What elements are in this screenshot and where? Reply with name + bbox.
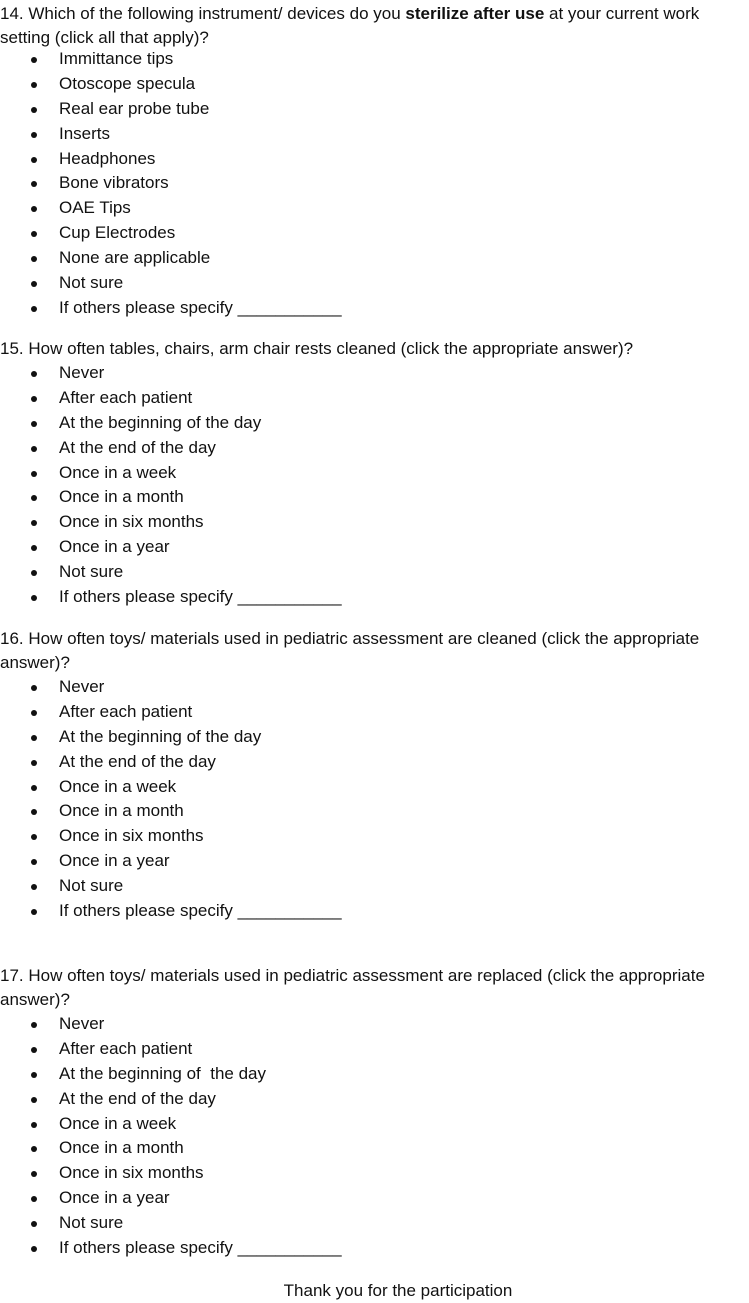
q17-option-six-months[interactable]	[0, 1161, 342, 1186]
bullet-icon	[31, 1097, 37, 1103]
bullet-icon	[31, 306, 37, 312]
option-label: At the end of the day	[59, 751, 216, 771]
question-14-text-end: at your current work setting (click all that apply)?	[0, 4, 700, 47]
option-label: Once in six months	[59, 512, 204, 532]
q14-option-bone-vibrators[interactable]	[0, 171, 342, 196]
question-15-title	[0, 337, 746, 361]
q14-option-real-ear-probe-tube[interactable]	[0, 97, 342, 122]
bullet-icon	[31, 710, 37, 716]
bullet-icon	[31, 520, 37, 526]
bullet-icon	[31, 685, 37, 691]
bullet-icon	[31, 231, 37, 237]
q15-option-not-sure[interactable]	[0, 560, 342, 585]
bullet-icon	[31, 371, 37, 377]
bullet-icon	[31, 735, 37, 741]
option-label: After each patient	[59, 1038, 193, 1058]
question-15-text: 15. How often tables, chairs, arm chair rests cleaned (click the appropriate answer)?	[0, 339, 634, 358]
option-label: Once in six months	[59, 826, 204, 846]
q15-option-six-months[interactable]	[0, 510, 342, 535]
option-label: Once in a year	[59, 1188, 170, 1208]
q17-option-beginning-of-day[interactable]	[0, 1062, 342, 1087]
q17-option-others-specify[interactable]	[0, 1236, 342, 1261]
option-label: At the end of the day	[59, 1088, 216, 1108]
option-label: At the beginning of the day	[59, 1063, 266, 1083]
option-label: If others please specify ___________	[59, 297, 342, 317]
question-14-emphasis: sterilize after use	[405, 4, 545, 23]
q16-option-once-a-year[interactable]	[0, 849, 342, 874]
option-label: Never	[59, 363, 105, 382]
bullet-icon	[31, 1072, 37, 1078]
q17-option-once-a-month[interactable]	[0, 1136, 342, 1161]
option-label: If others please specify ___________	[59, 901, 342, 921]
q17-option-not-sure[interactable]	[0, 1211, 342, 1236]
q14-option-cup-electrodes[interactable]	[0, 221, 342, 246]
option-label: Once in six months	[59, 1163, 204, 1183]
option-label: Once in a year	[59, 537, 170, 557]
bullet-icon	[31, 834, 37, 840]
q14-option-others-specify[interactable]	[0, 296, 342, 321]
q17-option-once-a-week[interactable]	[0, 1112, 342, 1137]
bullet-icon	[31, 57, 37, 63]
bullet-icon	[31, 82, 37, 88]
q14-option-not-sure[interactable]	[0, 271, 342, 296]
q15-option-after-each-patient[interactable]	[0, 386, 342, 411]
bullet-icon	[31, 256, 37, 262]
question-16-text: 16. How often toys/ materials used in pediatric assessment are cleaned (click the appropriate answer)?	[0, 629, 700, 672]
q16-option-six-months[interactable]	[0, 824, 342, 849]
question-17-text: 17. How often toys/ materials used in pediatric assessment are replaced (click the appropriate answer)?	[0, 966, 705, 1009]
option-label: Once in a month	[59, 801, 184, 821]
q16-option-once-a-month[interactable]	[0, 799, 342, 824]
bullet-icon	[31, 1146, 37, 1152]
q14-option-immittance-tips[interactable]	[0, 47, 342, 72]
bullet-icon	[31, 181, 37, 187]
option-label: Not sure	[59, 273, 124, 293]
bullet-icon	[31, 132, 37, 138]
option-label: Never	[59, 677, 105, 696]
q16-option-once-a-week[interactable]	[0, 775, 342, 800]
q14-option-otoscope-specula[interactable]	[0, 72, 342, 97]
bullet-icon	[31, 206, 37, 212]
q15-option-once-a-month[interactable]	[0, 485, 342, 510]
option-label: Bone vibrators	[59, 173, 169, 193]
bullet-icon	[31, 471, 37, 477]
q14-option-oae-tips[interactable]	[0, 196, 342, 221]
q17-option-after-each-patient[interactable]	[0, 1037, 342, 1062]
bullet-icon	[31, 1022, 37, 1028]
q14-option-none-applicable[interactable]	[0, 246, 342, 271]
bullet-icon	[31, 446, 37, 452]
q14-option-inserts[interactable]	[0, 122, 342, 147]
option-label: Cup Electrodes	[59, 223, 176, 243]
option-label: Inserts	[59, 123, 111, 143]
q16-option-others-specify[interactable]	[0, 899, 342, 924]
bullet-icon	[31, 809, 37, 815]
q17-option-once-a-year[interactable]	[0, 1186, 342, 1211]
option-label: Not sure	[59, 876, 124, 896]
question-15-options	[0, 361, 342, 610]
q15-option-never[interactable]	[0, 361, 342, 386]
bullet-icon	[31, 595, 37, 601]
q17-option-end-of-day[interactable]	[0, 1087, 342, 1112]
option-label: None are applicable	[59, 248, 211, 268]
option-label: At the beginning of the day	[59, 726, 262, 746]
bullet-icon	[31, 1047, 37, 1053]
option-label: Once in a month	[59, 1138, 184, 1158]
question-17-title	[0, 964, 746, 1012]
option-label: Once in a year	[59, 851, 170, 871]
option-label: Not sure	[59, 1213, 124, 1233]
bullet-icon	[31, 281, 37, 287]
bullet-icon	[31, 1196, 37, 1202]
option-label: Once in a month	[59, 487, 184, 507]
q15-option-beginning-of-day[interactable]	[0, 411, 342, 436]
question-17-options	[0, 1012, 342, 1261]
bullet-icon	[31, 1122, 37, 1128]
question-14-title	[0, 2, 746, 50]
question-16-options	[0, 675, 342, 924]
bullet-icon	[31, 157, 37, 163]
bullet-icon	[31, 760, 37, 766]
option-label: If others please specify ___________	[59, 587, 342, 607]
q16-option-beginning-of-day[interactable]	[0, 725, 342, 750]
option-label: Never	[59, 1014, 105, 1033]
bullet-icon	[31, 1171, 37, 1177]
q16-option-not-sure[interactable]	[0, 874, 342, 899]
q14-option-headphones[interactable]	[0, 147, 342, 172]
q15-option-end-of-day[interactable]	[0, 436, 342, 461]
bullet-icon	[31, 785, 37, 791]
option-label: Once in a week	[59, 462, 177, 482]
q16-option-end-of-day[interactable]	[0, 750, 342, 775]
q16-option-after-each-patient[interactable]	[0, 700, 342, 725]
bullet-icon	[31, 884, 37, 890]
option-label: Once in a week	[59, 1113, 177, 1133]
option-label: Immittance tips	[59, 49, 174, 68]
option-label: OAE Tips	[59, 198, 131, 218]
question-14-options	[0, 47, 342, 321]
question-16-title	[0, 627, 746, 675]
option-label: If others please specify ___________	[59, 1238, 342, 1258]
option-label: After each patient	[59, 701, 193, 721]
q15-option-others-specify[interactable]	[0, 585, 342, 610]
option-label: At the end of the day	[59, 437, 216, 457]
bullet-icon	[31, 421, 37, 427]
option-label: Real ear probe tube	[59, 98, 210, 118]
q15-option-once-a-year[interactable]	[0, 535, 342, 560]
bullet-icon	[31, 570, 37, 576]
bullet-icon	[31, 495, 37, 501]
option-label: Once in a week	[59, 776, 177, 796]
bullet-icon	[31, 1221, 37, 1227]
question-14-text-start: 14. Which of the following instrument/ devices do you	[0, 4, 406, 23]
bullet-icon	[31, 909, 37, 915]
bullet-icon	[31, 545, 37, 551]
q17-option-never[interactable]	[0, 1012, 342, 1037]
bullet-icon	[31, 396, 37, 402]
bullet-icon	[31, 859, 37, 865]
option-label: At the beginning of the day	[59, 412, 262, 432]
option-label: Headphones	[59, 148, 156, 168]
option-label: Otoscope specula	[59, 73, 196, 93]
closing-message: Thank you for the participation	[283, 1281, 513, 1300]
option-label: Not sure	[59, 562, 124, 582]
bullet-icon	[31, 107, 37, 113]
bullet-icon	[31, 1246, 37, 1252]
q15-option-once-a-week[interactable]	[0, 461, 342, 486]
q16-option-never[interactable]	[0, 675, 342, 700]
option-label: After each patient	[59, 387, 193, 407]
